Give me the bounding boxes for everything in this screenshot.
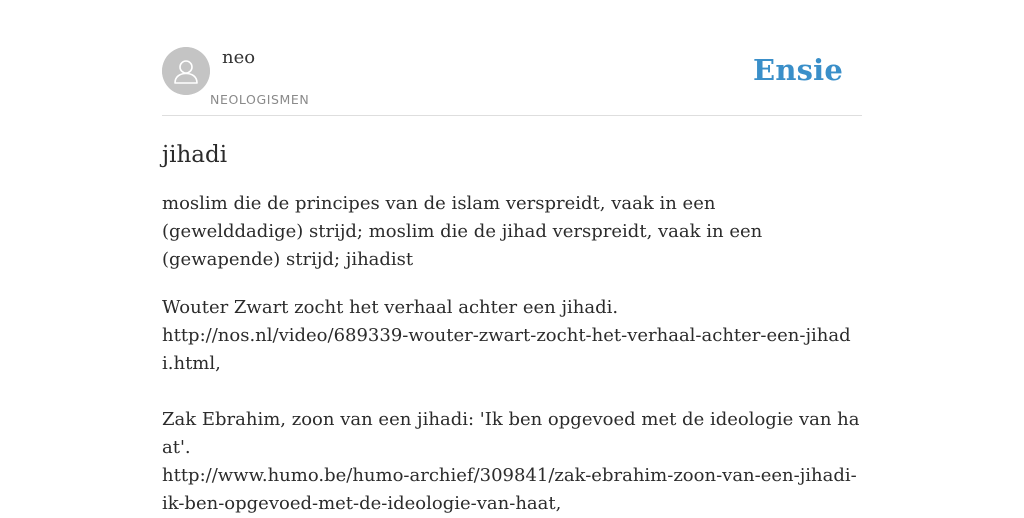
entry-page bbox=[162, 46, 862, 518]
author-name[interactable]: neo bbox=[222, 47, 256, 68]
collection-label[interactable]: NEOLOGISMEN bbox=[210, 92, 310, 107]
entry-examples bbox=[162, 294, 862, 518]
example-source: http://www.humo.be/humo-archief/309841/zak-ebrahim-zoon-van-een-jihadi-ik-ben-opgevoed-met-de-ideologie-van-haat, bbox=[162, 465, 857, 514]
brand-logo[interactable]: Ensie bbox=[753, 53, 843, 87]
example-quote: Wouter Zwart zocht het verhaal achter een jihadi. bbox=[162, 297, 619, 318]
entry-term: jihadi bbox=[162, 142, 228, 168]
example-quote: Zak Ebrahim, zoon van een jihadi: 'Ik ben opgevoed met de ideologie van haat'. bbox=[162, 409, 860, 458]
entry-definition: moslim die de principes van de islam verspreidt, vaak in een (gewelddadige) strijd; moslim die de jihad verspreidt, vaak in een (gewapende) strijd; jihadist bbox=[162, 193, 763, 270]
example-separator bbox=[162, 378, 862, 406]
entry-header bbox=[162, 46, 862, 116]
user-icon bbox=[162, 47, 210, 95]
example-source: http://nos.nl/video/689339-wouter-zwart-zocht-het-verhaal-achter-een-jihadi.html, bbox=[162, 325, 851, 374]
avatar[interactable] bbox=[162, 47, 210, 95]
